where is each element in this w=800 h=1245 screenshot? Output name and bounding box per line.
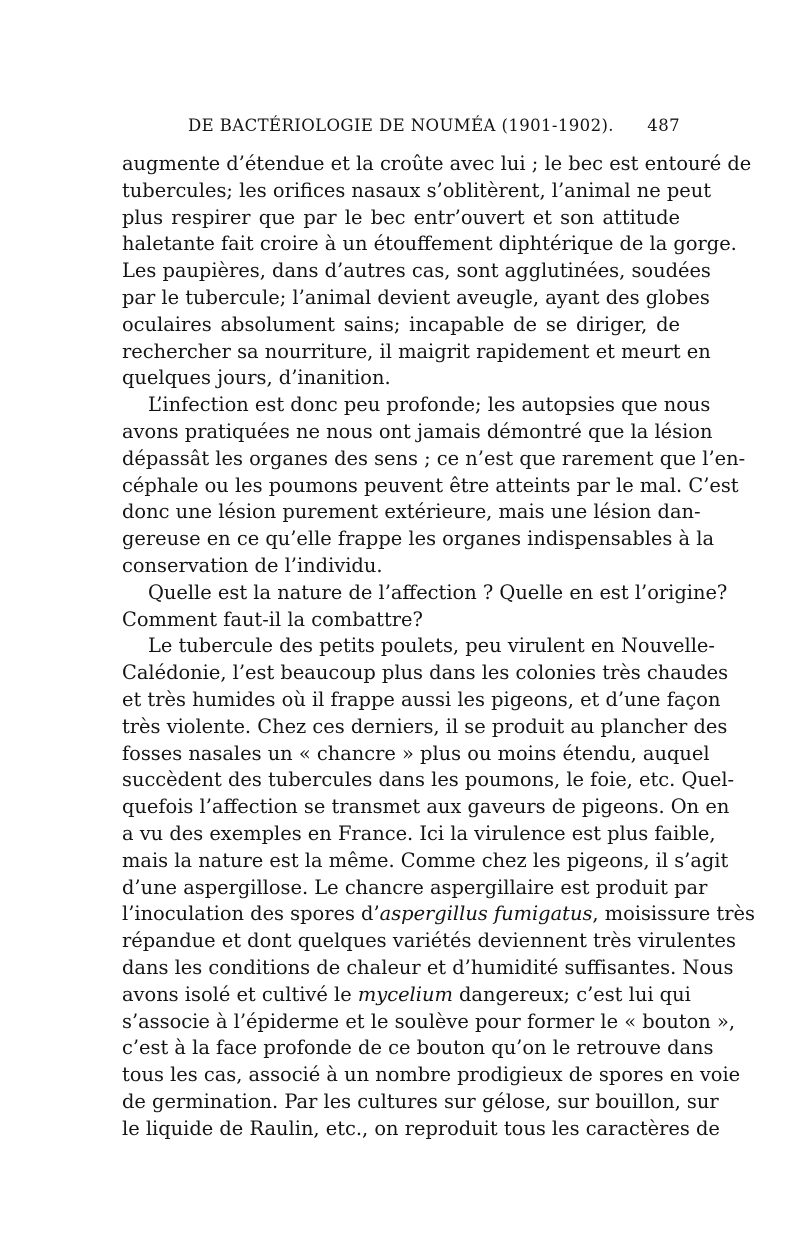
text-run: dans les conditions de chaleur et d’humidité suffisantes. Nous bbox=[122, 955, 734, 979]
text-run: plus respirer que par le bec entr’ouvert et son attitude bbox=[122, 205, 680, 229]
text-line bbox=[122, 687, 721, 714]
text-run: d’une aspergillose. Le chancre aspergillaire est produit par bbox=[122, 875, 708, 899]
text-run: avons pratiquées ne nous ont jamais démontré que la lésion bbox=[122, 419, 713, 443]
text-line bbox=[122, 419, 713, 446]
text-run: s’associe à l’épiderme et le soulève pour former le « bouton », bbox=[122, 1009, 735, 1033]
text-run: oculaires absolument sains; incapable de se diriger, de bbox=[122, 312, 680, 336]
text-line bbox=[122, 312, 680, 339]
body-text bbox=[122, 151, 755, 1142]
text-line bbox=[122, 767, 735, 794]
text-run: Comment faut-il la combattre? bbox=[122, 607, 423, 631]
text-run: Calédonie, l’est beaucoup plus dans les colonies très chaudes bbox=[122, 661, 729, 685]
text-line bbox=[122, 1009, 735, 1036]
text-line bbox=[122, 848, 729, 875]
text-line bbox=[122, 473, 739, 500]
page-number: 487 bbox=[647, 116, 680, 135]
text-run: dangereux; c’est lui qui bbox=[452, 982, 691, 1006]
text-line bbox=[122, 1062, 741, 1089]
text-line bbox=[122, 1089, 719, 1116]
text-line bbox=[122, 875, 708, 902]
text-line bbox=[122, 660, 729, 687]
text-line bbox=[122, 607, 680, 634]
text-run: augmente d’étendue et la croûte avec lui ; le bec est entouré de bbox=[122, 152, 752, 175]
text-run: rechercher sa nourriture, il maigrit rapidement et meurt en bbox=[122, 339, 711, 363]
italic-term: mycelium bbox=[357, 982, 453, 1006]
text-run: quelques jours, d’inanition. bbox=[122, 366, 391, 390]
text-line bbox=[122, 499, 701, 526]
text-line bbox=[122, 982, 691, 1009]
text-line bbox=[122, 928, 736, 955]
text-run: céphale ou les poumons peuvent être atteints par le mal. C’est bbox=[122, 473, 739, 497]
text-run: le liquide de Raulin, etc., on reproduit tous les caractères de bbox=[122, 1116, 720, 1140]
text-line bbox=[122, 205, 680, 232]
text-run: tubercules; les orifices nasaux s’oblitèrent, l’animal ne peut bbox=[122, 178, 712, 202]
text-run: L’infection est donc peu profonde; les autopsies que nous bbox=[148, 393, 711, 417]
text-line bbox=[122, 285, 710, 312]
text-line bbox=[122, 821, 716, 848]
text-run: quefois l’affection se transmet aux gaveurs de pigeons. On en bbox=[122, 795, 730, 819]
text-run: donc une lésion purement extérieure, mais une lésion dan- bbox=[122, 500, 701, 524]
text-line bbox=[122, 955, 734, 982]
text-line bbox=[122, 446, 746, 473]
text-run: par le tubercule; l’animal devient aveugle, ayant des globes bbox=[122, 285, 710, 309]
text-run: haletante fait croire à un étouffement diphtérique de la gorge. bbox=[122, 232, 737, 256]
text-run: et très humides où il frappe aussi les pigeons, et d’une façon bbox=[122, 687, 721, 711]
text-line bbox=[122, 714, 728, 741]
text-line bbox=[122, 1035, 714, 1062]
text-line bbox=[122, 1116, 720, 1143]
text-line bbox=[122, 633, 715, 660]
text-line bbox=[122, 741, 710, 768]
text-run: fosses nasales un « chancre » plus ou moins étendu, auquel bbox=[122, 741, 710, 765]
text-line bbox=[122, 901, 755, 928]
text-run: de germination. Par les cultures sur gélose, sur bouillon, sur bbox=[122, 1089, 719, 1113]
text-run: très violente. Chez ces derniers, il se produit au plancher des bbox=[122, 714, 728, 738]
italic-term: aspergillus fumigatus bbox=[379, 902, 593, 926]
text-line bbox=[122, 178, 712, 205]
text-run: , moisissure très bbox=[592, 902, 755, 926]
text-run: conservation de l’individu. bbox=[122, 553, 383, 577]
text-line bbox=[122, 392, 711, 419]
text-run: tous les cas, associé à un nombre prodigieux de spores en voie bbox=[122, 1063, 741, 1087]
text-run: Les paupières, dans d’autres cas, sont agglutinées, soudées bbox=[122, 259, 711, 283]
text-run: l’inoculation des spores d’ bbox=[122, 902, 380, 926]
text-line bbox=[122, 553, 680, 580]
text-line bbox=[122, 526, 715, 553]
text-line bbox=[122, 794, 730, 821]
text-line bbox=[122, 231, 737, 258]
text-run: Quelle est la nature de l’affection ? Quelle en est l’origine? bbox=[148, 580, 728, 604]
text-run: Le tubercule des petits poulets, peu virulent en Nouvelle- bbox=[148, 634, 715, 658]
text-run: avons isolé et cultivé le bbox=[122, 982, 358, 1006]
text-run: dépassât les organes des sens ; ce n’est que rarement que l’en- bbox=[122, 446, 746, 470]
page-header bbox=[122, 116, 680, 142]
text-run: répandue et dont quelques variétés deviennent très virulentes bbox=[122, 929, 736, 953]
text-run: a vu des exemples en France. Ici la virulence est plus faible, bbox=[122, 821, 716, 845]
running-title: DE BACTÉRIOLOGIE DE NOUMÉA (1901-1902). bbox=[188, 116, 614, 135]
text-line bbox=[122, 339, 711, 366]
text-run: c’est à la face profonde de ce bouton qu’on le retrouve dans bbox=[122, 1036, 714, 1060]
text-run: mais la nature est la même. Comme chez les pigeons, il s’agit bbox=[122, 848, 729, 872]
text-run: succèdent des tubercules dans les poumons, le foie, etc. Quel- bbox=[122, 768, 735, 792]
text-line bbox=[122, 365, 680, 392]
text-run: gereuse en ce qu’elle frappe les organes indispensables à la bbox=[122, 527, 715, 551]
text-line bbox=[122, 151, 752, 178]
text-line bbox=[122, 580, 728, 607]
text-line bbox=[122, 258, 711, 285]
